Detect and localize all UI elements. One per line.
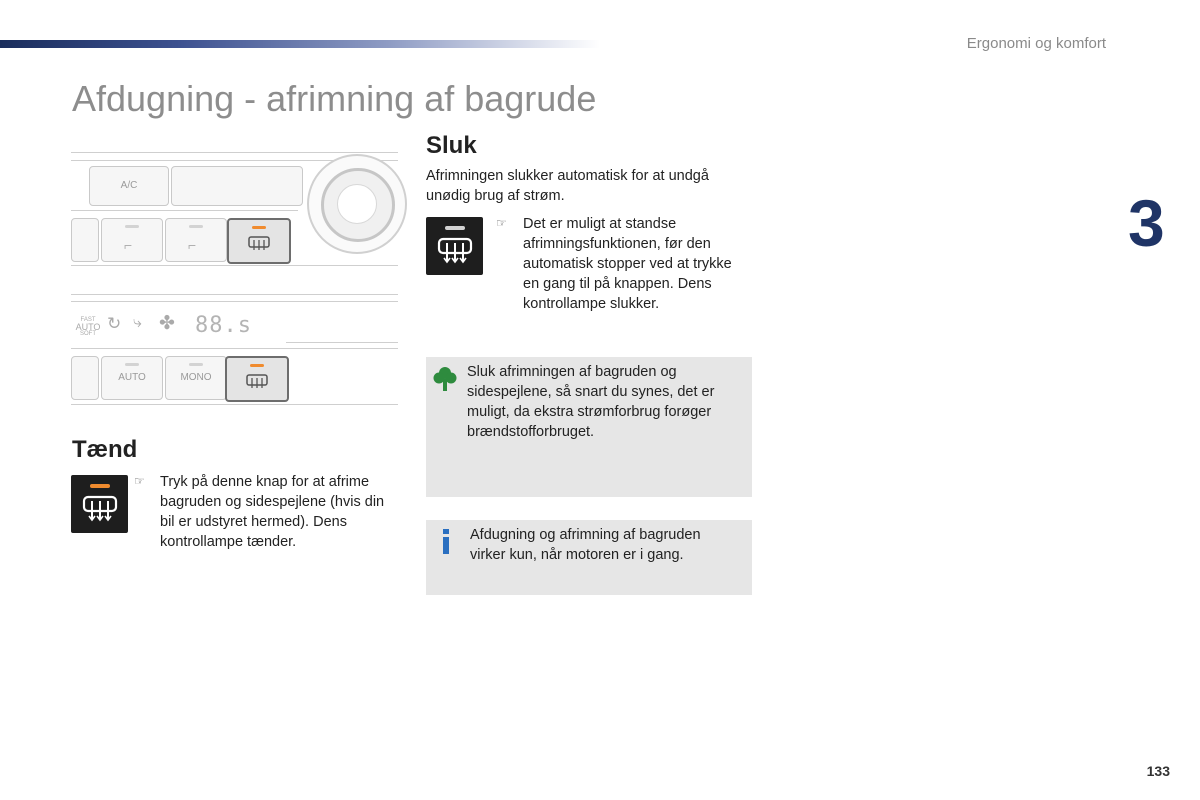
taend-text: Tryk på denne knap for at afrime bagruden og sidespejlene (hvis din bil er udstyret hermed). Dens kontrollampe tænder.: [160, 474, 385, 550]
mono-label: MONO: [180, 372, 212, 383]
rear-defrost-icon: [246, 374, 268, 390]
indicator-led-off: [125, 363, 139, 366]
tree-icon: [433, 365, 457, 393]
eco-tip-box: [426, 357, 752, 497]
seat-heat-button: [101, 218, 163, 262]
air-distribution-icon: ⤷: [133, 314, 142, 331]
rear-defrost-off-icon: [426, 217, 483, 275]
left-edge-button: [71, 356, 99, 400]
section-header: Ergonomi og komfort: [966, 35, 1106, 52]
auto-label: AUTO: [118, 372, 146, 383]
page-number: 133: [1146, 763, 1170, 779]
sluk-heading: Sluk: [426, 132, 477, 159]
ac-label: A/C: [120, 180, 138, 191]
info-icon: [439, 529, 453, 555]
climate-panel-illustration-bottom: [71, 294, 398, 409]
fast-auto-soft-label: FAST AUTO SOFT: [75, 317, 101, 337]
seat-icon: ⌐: [124, 237, 133, 253]
temperature-knob: [307, 154, 407, 254]
sluk-intro: Afrimningen slukker automatisk for at undgå unødig brug af strøm.: [426, 168, 709, 204]
info-tip-box: [426, 520, 752, 595]
recirculation-icon: ↻: [107, 314, 122, 333]
indicator-led-off: [189, 363, 203, 366]
bullet-hand-icon: ☞: [134, 474, 145, 488]
seat-heat-left-button: [71, 218, 99, 262]
climate-panel-illustration-top: [71, 152, 398, 267]
ac-button: [89, 166, 169, 206]
fan-icon: ✤: [159, 313, 175, 334]
indicator-led-off: [125, 225, 139, 228]
sluk-text: Det er muligt at standse afrimningsfunktionen, før den automatisk stopper ved at trykke en gang til på knappen. Dens kontrollampe slukker.: [523, 216, 732, 312]
page-title: Afdugning - afrimning af bagrude: [72, 78, 597, 119]
rear-defrost-on-icon: [71, 475, 128, 533]
taend-heading: Tænd: [72, 436, 138, 463]
rear-defrost-button-illustration: [227, 218, 291, 264]
seat-heat-button-2: [165, 218, 227, 262]
indicator-led-off: [189, 225, 203, 228]
bullet-hand-icon: ☞: [496, 216, 507, 230]
temperature-display: 88.s: [195, 313, 252, 338]
rear-defrost-button-illustration-2: [225, 356, 289, 402]
eco-tip-text: Sluk afrimningen af bagruden og sidespejlene, så snart du synes, det er muligt, da ekstra strømforbrug forøger brændstofforbruget.: [467, 364, 715, 440]
blank-button: [171, 166, 303, 206]
mono-button: [165, 356, 227, 400]
indicator-led-on: [250, 364, 264, 367]
info-tip-text: Afdugning og afrimning af bagruden virker kun, når motoren er i gang.: [470, 527, 701, 563]
auto-button: [101, 356, 163, 400]
header-gradient-bar: [0, 40, 600, 48]
indicator-led-on: [252, 226, 266, 229]
seat-icon: ⌐: [188, 237, 197, 253]
rear-defrost-icon: [248, 236, 270, 252]
chapter-number: 3: [1128, 186, 1165, 260]
